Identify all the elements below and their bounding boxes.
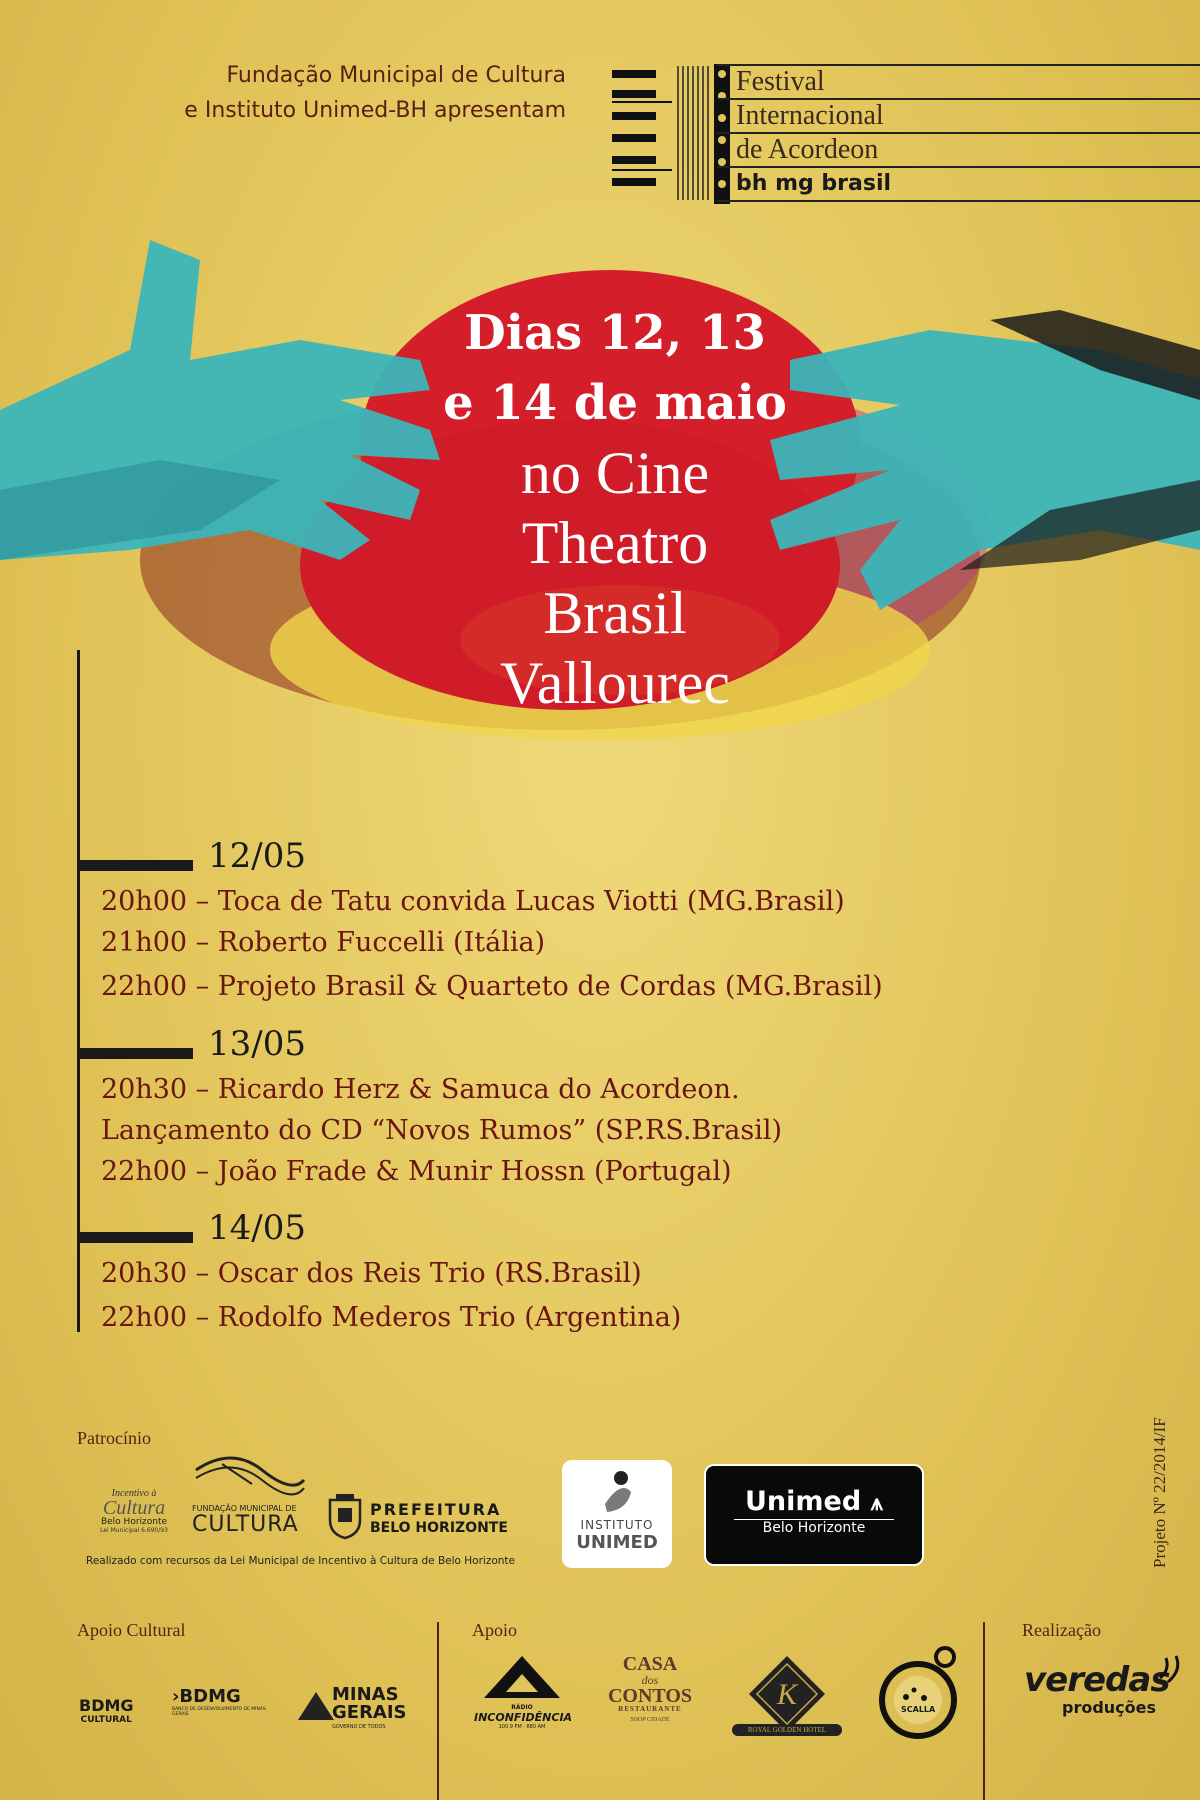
minas-line-1: MINAS xyxy=(332,1684,399,1705)
signal-waves-icon xyxy=(1156,1654,1188,1684)
day-date: 14/05 xyxy=(208,1208,306,1248)
radio-line-1: RÁDIO xyxy=(511,1704,533,1711)
day-marker-bar xyxy=(79,1048,193,1059)
event-item: 20h30 – Oscar dos Reis Trio (RS.Brasil) xyxy=(101,1258,642,1289)
veredas-name: veredas xyxy=(1024,1660,1170,1700)
incentivo-sub: Lei Municipal 6.690/93 xyxy=(100,1527,168,1534)
bdmg-name: BDMG xyxy=(179,1686,241,1707)
headline-line-4: Theatro xyxy=(521,510,709,576)
triangle-icon xyxy=(296,1690,336,1722)
bdmg-cultural-name: BDMG xyxy=(79,1696,134,1715)
presenters-line-1: Fundação Municipal de Cultura xyxy=(226,63,566,88)
event-item: 20h00 – Toca de Tatu convida Lucas Viotti (MG.Brasil) xyxy=(101,886,845,917)
prefeitura-line-1: PREFEITURA xyxy=(370,1500,502,1519)
radio-mountain-icon xyxy=(482,1654,562,1700)
svg-text:K: K xyxy=(776,1678,798,1711)
diamond-k-icon xyxy=(747,1654,827,1734)
headline-line-6: Vallourec xyxy=(500,650,730,716)
bdmg-cultural-sub: CULTURAL xyxy=(80,1715,132,1725)
casa-line-5: SHOP CIDADE xyxy=(630,1717,670,1723)
prefeitura-line-2: BELO HORIZONTE xyxy=(370,1520,508,1536)
bdmg-sub: BANCO DE DESENVOLVIMENTO DE MINAS GERAIS xyxy=(172,1707,266,1717)
realizacao-label: Realização xyxy=(1022,1620,1101,1640)
veredas-sub: produções xyxy=(1062,1698,1157,1717)
unimed-name: Unimed xyxy=(744,1486,862,1517)
minas-line-2: GERAIS xyxy=(332,1702,407,1723)
event-item: 22h00 – Rodolfo Mederos Trio (Argentina) xyxy=(101,1302,682,1333)
event-item: 22h00 – Projeto Brasil & Quarteto de Cordas (MG.Brasil) xyxy=(101,971,883,1002)
lei-note: Realizado com recursos da Lei Municipal de Incentivo à Cultura de Belo Horizonte xyxy=(86,1555,516,1567)
casa-line-1: CASA xyxy=(622,1653,678,1675)
royal-name: ROYAL GOLDEN HOTEL xyxy=(732,1724,842,1736)
minas-line-3: GOVERNO DE TODOS xyxy=(332,1724,386,1730)
veredas-logo xyxy=(1020,1654,1190,1734)
event-item: 21h00 – Roberto Fuccelli (Itália) xyxy=(101,927,546,958)
unimed-city: Belo Horizonte xyxy=(762,1520,866,1536)
casa-line-2: dos xyxy=(641,1673,659,1687)
day-date: 12/05 xyxy=(208,836,306,876)
prefeitura-logo xyxy=(326,1494,508,1544)
scalla-logo xyxy=(876,1642,976,1742)
incentivo-city: Belo Horizonte xyxy=(100,1517,168,1527)
casa-line-3: CONTOS xyxy=(607,1685,693,1707)
coat-of-arms-icon xyxy=(326,1494,364,1540)
radio-line-2: INCONFIDÊNCIA xyxy=(474,1711,573,1724)
apoio-cultural-label: Apoio Cultural xyxy=(77,1620,186,1640)
festival-logo xyxy=(612,62,1200,204)
scalla-circle-icon xyxy=(876,1642,976,1742)
scalla-name: SCALLA xyxy=(901,1705,936,1714)
fundacao-wave-icon xyxy=(192,1450,308,1500)
bdmg-chevron-icon: › xyxy=(172,1686,180,1707)
headline-line-1: Dias 12, 13 xyxy=(464,305,766,361)
section-divider xyxy=(437,1622,439,1800)
unimed-bh-logo xyxy=(704,1464,924,1566)
day-marker-bar xyxy=(79,860,193,871)
instituto-line-2: UNIMED xyxy=(576,1532,658,1553)
presenters-text xyxy=(120,58,566,128)
patrocinio-label: Patrocínio xyxy=(77,1428,151,1448)
instituto-unimed-logo xyxy=(562,1460,672,1568)
headline-line-2: e 14 de maio xyxy=(443,375,787,431)
casa-line-4: RESTAURANTE xyxy=(618,1705,682,1713)
event-item: Lançamento do CD “Novos Rumos” (SP.RS.Brasil) xyxy=(101,1115,783,1146)
casa-dos-contos-logo xyxy=(604,1654,696,1746)
headline-line-3: no Cine xyxy=(520,440,710,506)
apoio-label: Apoio xyxy=(472,1620,517,1640)
day-date: 13/05 xyxy=(208,1024,306,1064)
instituto-line-1: INSTITUTO xyxy=(580,1518,654,1532)
minas-gerais-logo xyxy=(296,1684,406,1734)
bdmg-cultural-logo xyxy=(79,1696,134,1725)
presenters-line-2: e Instituto Unimed-BH apresentam xyxy=(184,98,566,123)
radio-line-3: 100.9 FM · 880 AM xyxy=(498,1724,546,1730)
timeline-line xyxy=(77,650,80,1332)
section-divider xyxy=(983,1622,985,1800)
instituto-person-icon xyxy=(597,1470,637,1514)
festival-logo-line-4: bh mg brasil xyxy=(736,171,892,196)
unimed-tree-icon: ⩚ xyxy=(870,1491,883,1516)
headline xyxy=(300,298,930,718)
day-marker-bar xyxy=(79,1232,193,1243)
incentivo-small: Incentivo à xyxy=(111,1488,157,1499)
bdmg-logo xyxy=(172,1686,266,1717)
incentivo-cultura-logo xyxy=(84,1488,184,1548)
event-item: 20h30 – Ricardo Herz & Samuca do Acordeon. xyxy=(101,1074,740,1105)
radio-inconfidencia-logo xyxy=(474,1654,573,1734)
festival-logo-line-3: de Acordeon xyxy=(736,134,879,165)
fundacao-cultura-logo xyxy=(192,1450,308,1540)
festival-logo-line-2: Internacional xyxy=(736,100,884,131)
fundacao-name: CULTURA xyxy=(192,1512,299,1537)
incentivo-name: Cultura xyxy=(102,1497,166,1519)
royal-golden-hotel-logo xyxy=(732,1654,842,1750)
projeto-number: Projeto Nº 22/2014/IF xyxy=(1150,1417,1169,1568)
event-item: 22h00 – João Frade & Munir Hossn (Portugal) xyxy=(101,1156,732,1187)
fundacao-small: FUNDAÇÃO MUNICIPAL DE xyxy=(192,1504,297,1513)
headline-line-5: Brasil xyxy=(543,580,687,646)
festival-logo-line-1: Festival xyxy=(736,66,825,97)
